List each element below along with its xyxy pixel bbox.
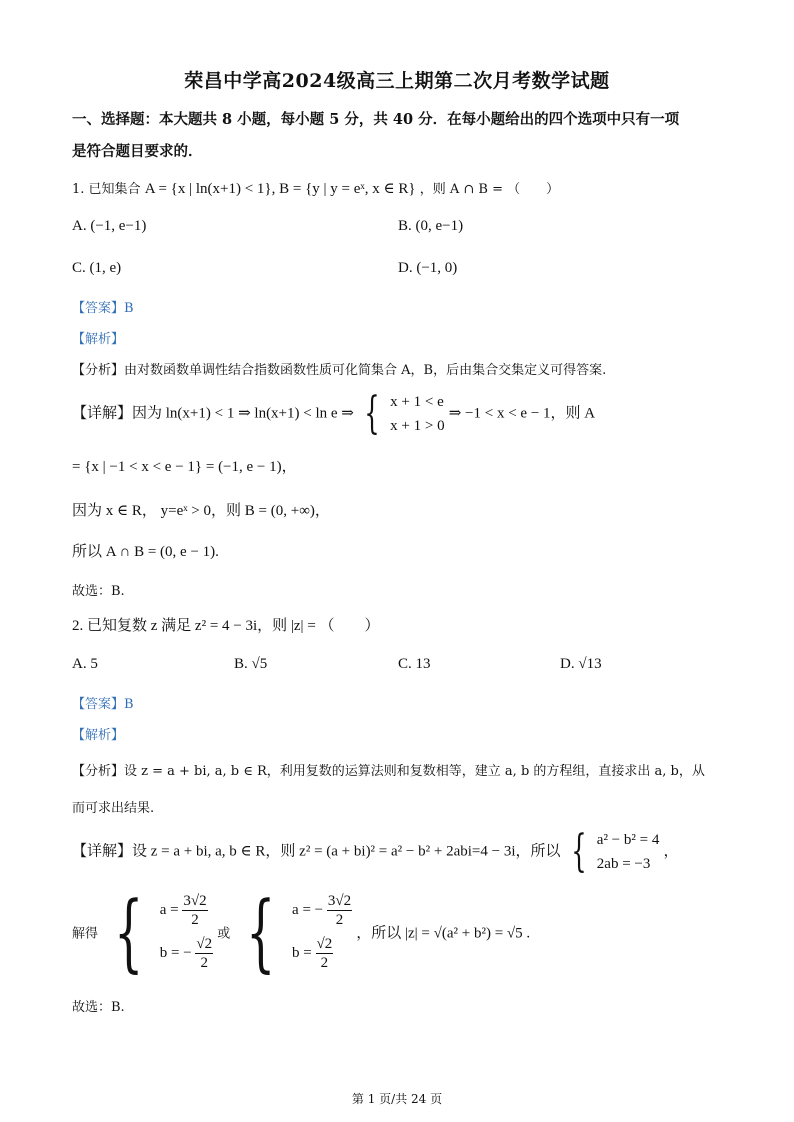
left-brace-icon: {	[114, 883, 144, 981]
q2-jiexi: 【解析】	[72, 728, 125, 743]
q2-option-a: A. 5	[72, 656, 98, 672]
q1-stem	[72, 178, 559, 198]
q2-fenxi-line2: 而可求出结果.	[72, 801, 155, 816]
q1-jiexi: 【解析】	[72, 332, 125, 347]
q2-sol2-a-den: 2	[335, 912, 344, 928]
left-brace-icon: {	[246, 883, 276, 981]
q2-sol1-a-num: 3√2	[183, 893, 207, 909]
q2-sol1-a-lhs: a =	[159, 901, 179, 918]
q2-result: ，所以 |z| = √(a² + b²) = √5 .	[356, 925, 531, 942]
q1-stem-suffix: ，则 A ∩ B = （ ）	[419, 182, 560, 197]
q2-solution-2	[292, 892, 352, 972]
q2-system-eq2: 2ab = −3	[596, 856, 651, 872]
q2-detail-system	[597, 828, 660, 876]
q2-sol1-a-den: 2	[191, 912, 199, 928]
q2-stem: 2. 已知复数 z 满足 z² = 4 − 3i，则 |z| = （ ）	[72, 618, 380, 634]
q2-sol1-b-den: 2	[200, 955, 209, 971]
q1-system-eq2: x + 1 > 0	[390, 418, 445, 434]
q1-answer: 【答案】B	[72, 301, 134, 316]
q2-or-label: 或	[217, 926, 231, 942]
q2-sol1-b-num: √2	[196, 936, 213, 952]
q2-sol2-b-lhs: b =	[292, 944, 312, 961]
q2-sol2-b-den: 2	[320, 955, 329, 971]
q1-option-c: C. (1, e)	[72, 260, 122, 276]
q2-detail-prefix: 【详解】设 z = a + bi, a, b ∈ R，则 z² = (a + bi)² = a² − b² + 2abi=4 − 3i，所以	[72, 843, 561, 860]
q2-sol2-a	[292, 892, 352, 929]
q2-solution	[72, 883, 531, 981]
page-title: 荣昌中学高2024级高三上期第二次月考数学试题	[184, 70, 610, 92]
q2-sol1-b-lhs: b = −	[159, 944, 192, 961]
q1-detail	[72, 390, 595, 438]
q1-detail-system	[390, 390, 444, 438]
left-brace-icon: {	[364, 388, 380, 439]
q2-sol2-a-lhs: a = −	[292, 901, 324, 918]
q1-choose: 故选：B.	[72, 584, 125, 599]
q2-solution-1	[160, 892, 213, 972]
q1-fenxi: 【分析】由对数函数单调性结合指数函数性质可化简集合 A，B，后由集合交集定义可得答案.	[72, 363, 607, 378]
q2-detail-suffix: ，	[663, 843, 679, 860]
page-footer: 第 1 页/共 24 页	[351, 1092, 443, 1106]
q2-fenxi-line1: 【分析】设 z = a + bi, a, b ∈ R，利用复数的运算法则和复数相等，建立 a, b 的方程组，直接求出 a, b，从	[72, 764, 705, 779]
q2-sol2-a-num: 3√2	[327, 893, 352, 909]
q1-detail-prefix: 【详解】因为 ln(x+1) < 1 ⇒ ln(x+1) < ln e ⇒	[72, 405, 354, 422]
q2-system-eq1: a² − b² = 4	[596, 832, 660, 848]
q2-option-d: D. √13	[560, 656, 602, 672]
q1-intersection: 所以 A ∩ B = (0, e − 1).	[72, 544, 219, 560]
q1-set-a: = {x | −1 < x < e − 1} = (−1, e − 1)，	[72, 459, 297, 475]
q1-option-a: A. (−1, e−1)	[72, 218, 147, 234]
q2-choose: 故选：B.	[72, 1000, 125, 1015]
q1-stem-prefix: 1. 已知集合	[72, 182, 141, 197]
q2-option-b: B. √5	[234, 656, 268, 672]
q1-option-b: B. (0, e−1)	[398, 218, 464, 234]
section-heading-line1: 一、选择题：本大题共 8 小题，每小题 5 分，共 40 分．在每小题给出的四个选项中只有一项	[72, 111, 680, 128]
q2-solve-label: 解得	[72, 926, 99, 942]
left-brace-icon: {	[570, 826, 587, 877]
q2-answer: 【答案】B	[72, 697, 134, 712]
q1-system-eq1: x + 1 < e	[390, 394, 444, 410]
q2-sol1-a	[160, 892, 213, 929]
q1-set-b: 因为 x ∈ R， y=eˣ > 0，则 B = (0, +∞)，	[72, 503, 330, 519]
q1-stem-math: A = {x | ln(x+1) < 1}, B = {y | y = eˣ, x ∈ R}	[144, 181, 416, 197]
q1-detail-suffix: ⇒ −1 < x < e − 1，则 A	[448, 405, 596, 422]
q2-sol2-b	[292, 935, 352, 972]
q2-sol2-b-num: √2	[316, 936, 333, 952]
q2-option-c: C. 13	[398, 656, 431, 672]
q1-option-d: D. (−1, 0)	[398, 260, 458, 276]
q2-detail	[72, 828, 679, 876]
section-heading-line2: 是符合题目要求的．	[72, 143, 203, 160]
q2-sol1-b	[160, 935, 213, 972]
